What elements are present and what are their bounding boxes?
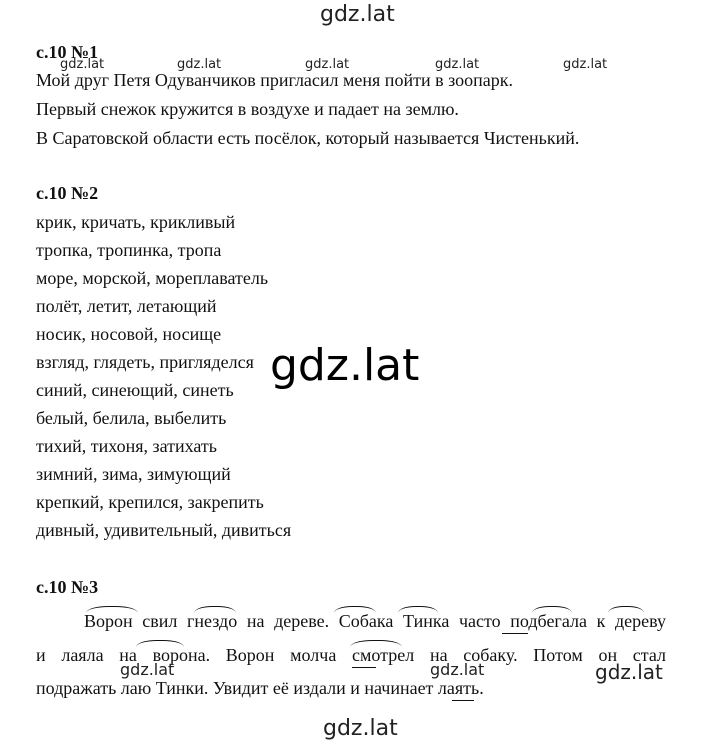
watermark-small: gdz.lat bbox=[305, 57, 350, 72]
watermark-small: gdz.lat bbox=[595, 660, 663, 684]
root-arc bbox=[136, 640, 184, 647]
prefix-mark bbox=[352, 666, 376, 668]
root-arc bbox=[86, 606, 138, 613]
word-family-line: зимний, зима, зимующий bbox=[36, 464, 231, 484]
word-family-line: синий, синеющий, синеть bbox=[36, 380, 234, 400]
root-arc bbox=[608, 606, 644, 613]
section3-line: и лаяла на ворона. Ворон молча смотрел на собаку. Потом он стал bbox=[36, 645, 666, 665]
word-family-line: тропка, тропинка, тропа bbox=[36, 240, 222, 260]
prefix-mark bbox=[502, 632, 528, 634]
word-family-line: море, морской, мореплаватель bbox=[36, 268, 269, 288]
watermark-small: gdz.lat bbox=[430, 660, 485, 679]
root-arc bbox=[532, 606, 572, 613]
root-arc bbox=[334, 606, 376, 613]
section1-line: Мой друг Петя Одуванчиков пригласил меня пойти в зоопарк. bbox=[36, 70, 513, 90]
root-arc bbox=[398, 606, 438, 613]
word-family-line: крепкий, крепился, закрепить bbox=[36, 492, 264, 512]
watermark-small: gdz.lat bbox=[435, 57, 480, 72]
prefix-mark bbox=[452, 699, 474, 701]
section1-line: Первый снежок кружится в воздухе и падает на землю. bbox=[36, 99, 459, 119]
watermark-bottom: gdz.lat bbox=[323, 716, 398, 741]
word-family-line: белый, белила, выбелить bbox=[36, 408, 227, 428]
word-family-line: тихий, тихоня, затихать bbox=[36, 436, 217, 456]
watermark-small: gdz.lat bbox=[60, 57, 105, 72]
watermark-small: gdz.lat bbox=[563, 57, 608, 72]
watermark-large: gdz.lat bbox=[270, 340, 420, 391]
section3-line: Ворон свил гнездо на дереве. Собака Тинка часто подбегала к дереву bbox=[84, 611, 666, 631]
root-arc bbox=[194, 606, 236, 613]
word-family-line: взгляд, глядеть, пригляделся bbox=[36, 352, 254, 372]
section2-heading: с.10 №2 bbox=[36, 183, 99, 203]
word-family-line: дивный, удивительный, дивиться bbox=[36, 520, 292, 540]
watermark-small: gdz.lat bbox=[120, 660, 175, 679]
section1-line: В Саратовской области есть посёлок, который называется Чистенький. bbox=[36, 128, 580, 148]
watermark-small: gdz.lat bbox=[177, 57, 222, 72]
section1-heading: с.10 №1 bbox=[36, 42, 99, 62]
section3-heading: с.10 №3 bbox=[36, 577, 99, 597]
section3-line: подражать лаю Тинки. Увидит её издали и начинает лаять. bbox=[36, 678, 484, 698]
word-family-line: носик, носовой, носище bbox=[36, 324, 222, 344]
word-family-line: полёт, летит, летающий bbox=[36, 296, 217, 316]
word-family-line: крик, кричать, крикливый bbox=[36, 212, 236, 232]
root-arc bbox=[350, 640, 402, 647]
watermark-top: gdz.lat bbox=[320, 2, 395, 27]
